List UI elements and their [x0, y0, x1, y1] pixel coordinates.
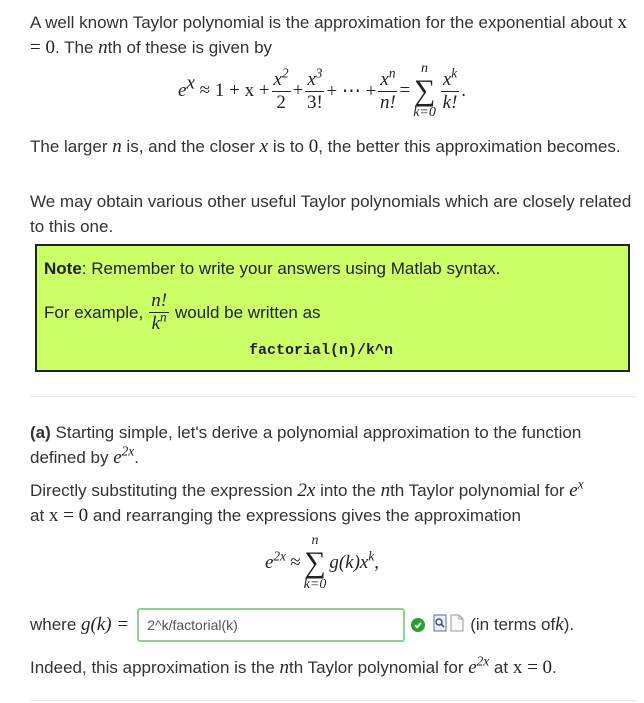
pa-expr: 2x — [297, 480, 316, 501]
taylor-formula: $e^x$ ≈ 1 + x + $\frac{x^2}{2}$ + $\frac{x^3}{3!}$ + ⋯ + $\frac{x^n}{n!}$ = n ∑ k=0 $\frac{x^k}{k!}$ . — [178, 61, 466, 120]
p2-n: n — [112, 136, 122, 157]
f1-sum — [413, 62, 436, 120]
p2-mid: is, and the closer — [121, 137, 260, 156]
answer-terms-pre: (in terms of — [470, 615, 556, 634]
f1-frac-k-num: x — [442, 68, 452, 90]
pa-n: n — [380, 480, 391, 501]
f1-frac-k — [441, 65, 459, 114]
part-a-intro — [30, 420, 636, 470]
note-example — [44, 290, 321, 335]
p2-x: x — [259, 136, 269, 157]
math-n: n — [98, 37, 108, 58]
f1-frac-3-den: 3! — [306, 91, 323, 113]
preview-icon[interactable] — [433, 614, 447, 637]
final-e: e — [468, 657, 477, 678]
part-a-substitution — [30, 478, 636, 528]
f2-body: g(k)x — [329, 552, 369, 573]
f2-end: , — [374, 552, 380, 573]
f2-approx: ≈ — [290, 552, 301, 573]
p2-pre: The larger — [30, 137, 113, 156]
note-text: : Remember to write your answers using Matlab syntax. — [81, 259, 501, 278]
f1-frac-n — [378, 65, 397, 114]
pa-t2-mid: into the — [315, 481, 381, 500]
f1-e: e — [178, 80, 187, 101]
answer-k: k — [555, 614, 564, 635]
final-end: . — [552, 658, 557, 677]
f2-e-sup: 2x — [273, 548, 286, 564]
note-frac-num: n! — [151, 290, 168, 311]
intro-text-2: . The — [54, 38, 99, 57]
f1-frac-3 — [305, 65, 324, 114]
pa-t2-pre: Directly substituting the expression — [30, 481, 298, 500]
part-a-label: (a) — [30, 423, 51, 442]
para-other-polynomials: We may obtain various other useful Taylor polynomials which are closely related to this one. — [30, 192, 632, 236]
note-line — [44, 259, 500, 279]
f1-frac-2-num: x — [273, 68, 282, 90]
divider-bottom — [30, 700, 636, 701]
f2-sum-bot: k=0 — [303, 577, 327, 592]
p2-zero: 0 — [308, 136, 319, 157]
divider — [30, 396, 636, 397]
f1-terms: ≈ 1 + x + — [199, 80, 270, 101]
final-paragraph — [30, 655, 636, 680]
f1-frac-2-sup: 2 — [281, 65, 289, 81]
note-example-pre: For example, — [44, 302, 144, 322]
pa-t3-pre: at — [30, 506, 49, 525]
final-x-eq-0: x = 0 — [512, 657, 553, 678]
note-box — [35, 244, 630, 372]
f1-sum-bot: k=0 — [413, 105, 436, 120]
p2-end: , the better this approximation becomes. — [318, 137, 621, 156]
pa-x-eq-0: x = 0 — [48, 505, 89, 526]
final-mid: th Taylor polynomial for — [288, 658, 469, 677]
f1-frac-k-sup: k — [451, 65, 458, 81]
f2-body-sup: k — [368, 548, 375, 564]
intro-paragraph — [30, 10, 636, 60]
f1-dots: + ⋯ + — [326, 80, 377, 102]
p2-mid2: is to — [268, 137, 309, 156]
answer-terms-end: ). — [563, 615, 575, 634]
g-k-answer-input[interactable] — [137, 608, 405, 642]
final-n: n — [279, 657, 289, 678]
intro-text: A well known Taylor polynomial is the approximation for the exponential about — [30, 13, 613, 32]
note-frac-den-sup: n — [160, 309, 167, 325]
f1-sum-top: n — [421, 61, 429, 76]
part-a-text1: Starting simple, let's derive a polynomial approximation to the function defined by — [30, 423, 582, 467]
part-a-func: e — [113, 447, 122, 468]
para-larger-n — [30, 134, 636, 159]
math-x-eq-0: x = 0 — [30, 12, 627, 58]
f2-e: e — [264, 552, 274, 573]
part-a-func-sup: 2x — [121, 443, 135, 459]
f1-frac-2 — [272, 65, 291, 114]
note-code: factorial(n)/k^n — [249, 342, 394, 359]
final-pre: Indeed, this approximation is the — [30, 658, 280, 677]
f1-frac-n-sup: n — [388, 65, 396, 81]
f1-frac-3-sup: 3 — [315, 65, 323, 81]
note-label: Note — [44, 259, 82, 278]
note-frac — [149, 290, 169, 335]
final-e-sup: 2x — [476, 653, 490, 669]
part-a-text1-end: . — [134, 448, 139, 467]
f1-sum-sym: ∑ — [413, 74, 436, 107]
answer-gk: g(k) = — [81, 614, 130, 635]
pa-t2-mid2: th Taylor polynomial for — [390, 481, 570, 500]
intro-text-3: th of these is given by — [107, 38, 273, 57]
f1-e-sup: x — [186, 72, 195, 94]
f1-frac-n-den: n! — [380, 91, 396, 113]
pa-ex: e — [569, 480, 578, 501]
f1-frac-n-num: x — [380, 68, 389, 90]
f2-sum — [304, 534, 327, 592]
f1-eq: = — [399, 80, 411, 101]
answer-where: where — [30, 615, 77, 634]
f2-sum-top: n — [311, 533, 319, 548]
note-example-post: would be written as — [175, 302, 321, 322]
help-doc-icon[interactable] — [450, 614, 464, 637]
final-at: at — [489, 658, 513, 677]
note-frac-den: k — [151, 313, 160, 334]
f1-end: . — [461, 80, 466, 101]
f2-sum-sym: ∑ — [304, 546, 326, 579]
part-a-formula — [0, 534, 644, 592]
answer-row — [30, 606, 574, 644]
pa-t3-end: and rearranging the expressions gives the approximation — [88, 506, 521, 525]
f1-frac-k-den: k! — [442, 91, 458, 113]
check-icon — [411, 618, 425, 632]
pa-ex-sup: x — [577, 476, 584, 492]
f1-frac-2-den: 2 — [276, 91, 286, 113]
f1-frac-3-num: x — [307, 68, 316, 90]
